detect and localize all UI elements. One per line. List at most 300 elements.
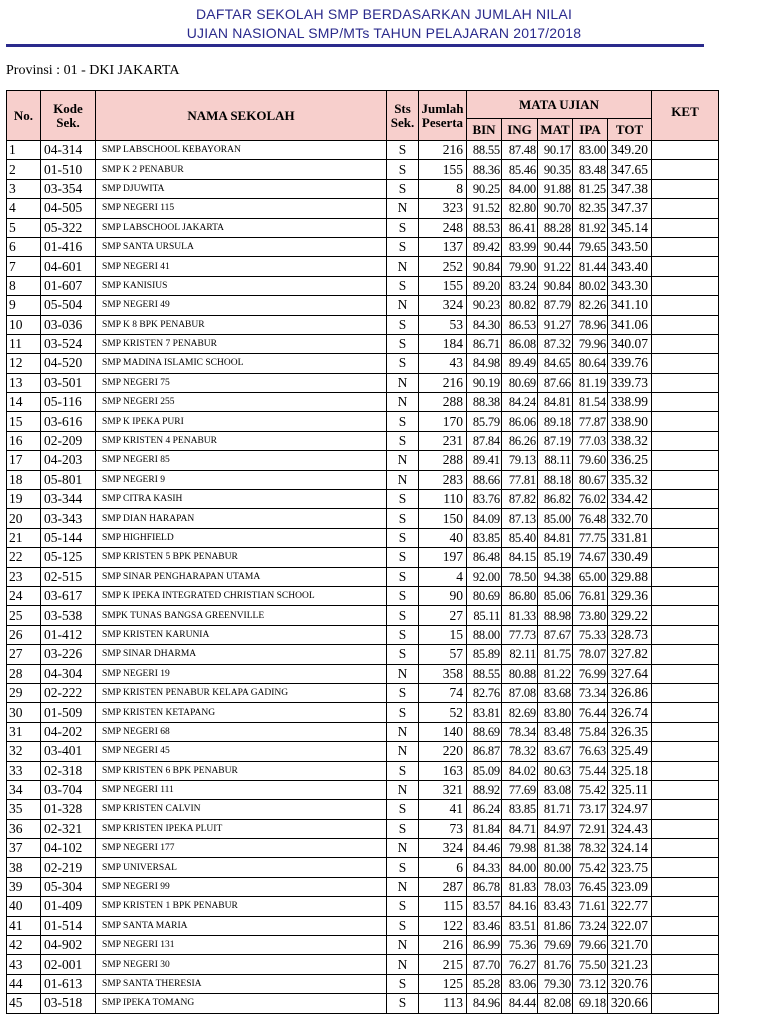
row-number: 13 [7, 373, 41, 392]
score-bin: 83.57 [467, 897, 502, 916]
score-ipa: 73.24 [573, 916, 608, 935]
ket-cell [652, 179, 719, 198]
score-ipa: 77.75 [573, 528, 608, 547]
score-ipa: 75.42 [573, 780, 608, 799]
row-number: 14 [7, 393, 41, 412]
school-name: SMP KRISTEN 5 BPK PENABUR [96, 548, 387, 567]
school-code: 02-219 [41, 858, 96, 877]
score-ing: 80.82 [502, 296, 538, 315]
score-mat: 81.71 [538, 800, 573, 819]
school-name: SMP DIAN HARAPAN [96, 509, 387, 528]
participant-count: 323 [419, 199, 467, 218]
score-ing: 85.40 [502, 528, 538, 547]
score-total: 320.66 [608, 994, 652, 1013]
score-total: 349.20 [608, 141, 652, 160]
row-number: 8 [7, 276, 41, 295]
score-ing: 80.69 [502, 373, 538, 392]
school-code: 04-304 [41, 664, 96, 683]
table-row [7, 877, 719, 896]
table-row [7, 703, 719, 722]
table-row [7, 916, 719, 935]
score-bin: 86.48 [467, 548, 502, 567]
table-row [7, 936, 719, 955]
table-row [7, 431, 719, 450]
row-number: 35 [7, 800, 41, 819]
score-total: 329.88 [608, 567, 652, 586]
row-number: 9 [7, 296, 41, 315]
school-status: S [387, 548, 419, 567]
ket-cell [652, 528, 719, 547]
school-name: SMP KRISTEN 7 PENABUR [96, 334, 387, 353]
ket-cell [652, 276, 719, 295]
score-total: 320.76 [608, 974, 652, 993]
score-bin: 90.84 [467, 257, 502, 276]
ket-cell [652, 916, 719, 935]
row-number: 3 [7, 179, 41, 198]
ket-cell [652, 257, 719, 276]
school-code: 04-601 [41, 257, 96, 276]
participant-count: 155 [419, 276, 467, 295]
school-code: 01-328 [41, 800, 96, 819]
table-row [7, 509, 719, 528]
score-total: 339.73 [608, 373, 652, 392]
row-number: 43 [7, 955, 41, 974]
ket-cell [652, 664, 719, 683]
ket-cell [652, 315, 719, 334]
score-ipa: 79.96 [573, 334, 608, 353]
score-ing: 86.06 [502, 412, 538, 431]
school-name: SMP KANISIUS [96, 276, 387, 295]
header-ipa: IPA [573, 119, 608, 141]
ket-cell [652, 509, 719, 528]
participant-count: 41 [419, 800, 467, 819]
school-code: 03-617 [41, 586, 96, 605]
score-ipa: 73.12 [573, 974, 608, 993]
school-name: SMP KRISTEN KETAPANG [96, 703, 387, 722]
score-ipa: 78.96 [573, 315, 608, 334]
score-total: 326.86 [608, 683, 652, 702]
school-code: 01-607 [41, 276, 96, 295]
score-ing: 78.32 [502, 742, 538, 761]
row-number: 5 [7, 218, 41, 237]
row-number: 26 [7, 625, 41, 644]
score-ing: 86.80 [502, 586, 538, 605]
school-status: S [387, 509, 419, 528]
score-bin: 86.99 [467, 936, 502, 955]
participant-count: 324 [419, 839, 467, 858]
score-mat: 80.00 [538, 858, 573, 877]
score-ipa: 69.18 [573, 994, 608, 1013]
participant-count: 248 [419, 218, 467, 237]
school-code: 01-613 [41, 974, 96, 993]
row-number: 24 [7, 586, 41, 605]
school-code: 03-524 [41, 334, 96, 353]
school-name: SMP NEGERI 30 [96, 955, 387, 974]
school-status: S [387, 974, 419, 993]
score-ing: 84.00 [502, 858, 538, 877]
school-code: 03-226 [41, 645, 96, 664]
score-total: 331.81 [608, 528, 652, 547]
school-name: SMP KRISTEN KARUNIA [96, 625, 387, 644]
score-bin: 84.30 [467, 315, 502, 334]
table-row [7, 955, 719, 974]
score-bin: 84.09 [467, 509, 502, 528]
score-ipa: 80.67 [573, 470, 608, 489]
row-number: 30 [7, 703, 41, 722]
school-code: 04-202 [41, 722, 96, 741]
score-ipa: 76.63 [573, 742, 608, 761]
school-name: SMP KRISTEN IPEKA PLUIT [96, 819, 387, 838]
score-bin: 86.71 [467, 334, 502, 353]
ket-cell [652, 761, 719, 780]
score-ipa: 78.07 [573, 645, 608, 664]
score-total: 321.23 [608, 955, 652, 974]
ket-cell [652, 800, 719, 819]
school-name: SMP KRISTEN 4 PENABUR [96, 431, 387, 450]
score-ing: 81.33 [502, 606, 538, 625]
score-ing: 86.26 [502, 431, 538, 450]
school-name: SMP KRISTEN CALVIN [96, 800, 387, 819]
school-code: 01-416 [41, 237, 96, 256]
row-number: 25 [7, 606, 41, 625]
participant-count: 321 [419, 780, 467, 799]
school-name: SMP K IPEKA PURI [96, 412, 387, 431]
school-name: SMP NEGERI 177 [96, 839, 387, 858]
table-row [7, 160, 719, 179]
participant-count: 216 [419, 936, 467, 955]
ket-cell [652, 625, 719, 644]
score-mat: 81.75 [538, 645, 573, 664]
ket-cell [652, 237, 719, 256]
school-code: 05-116 [41, 393, 96, 412]
header-status: Sts Sek. [387, 91, 419, 141]
score-total: 343.50 [608, 237, 652, 256]
score-bin: 83.76 [467, 490, 502, 509]
score-bin: 92.00 [467, 567, 502, 586]
school-code: 04-505 [41, 199, 96, 218]
row-number: 42 [7, 936, 41, 955]
score-total: 330.49 [608, 548, 652, 567]
school-name: SMP NEGERI 41 [96, 257, 387, 276]
score-ipa: 74.67 [573, 548, 608, 567]
score-ipa: 76.45 [573, 877, 608, 896]
header-no: No. [7, 91, 41, 141]
participant-count: 40 [419, 528, 467, 547]
school-name: SMP LABSCHOOL JAKARTA [96, 218, 387, 237]
ket-cell [652, 373, 719, 392]
school-code: 02-321 [41, 819, 96, 838]
row-number: 4 [7, 199, 41, 218]
score-ipa: 76.44 [573, 703, 608, 722]
table-row [7, 276, 719, 295]
participant-count: 122 [419, 916, 467, 935]
participant-count: 73 [419, 819, 467, 838]
school-name: SMP UNIVERSAL [96, 858, 387, 877]
score-ing: 86.53 [502, 315, 538, 334]
score-mat: 91.22 [538, 257, 573, 276]
score-ipa: 77.03 [573, 431, 608, 450]
school-name: SMP NEGERI 45 [96, 742, 387, 761]
score-bin: 81.84 [467, 819, 502, 838]
score-mat: 83.43 [538, 897, 573, 916]
school-name: SMP LABSCHOOL KEBAYORAN [96, 141, 387, 160]
school-status: N [387, 664, 419, 683]
participant-count: 90 [419, 586, 467, 605]
score-bin: 84.96 [467, 994, 502, 1013]
row-number: 6 [7, 237, 41, 256]
ket-cell [652, 393, 719, 412]
school-status: S [387, 412, 419, 431]
participant-count: 283 [419, 470, 467, 489]
score-total: 322.77 [608, 897, 652, 916]
score-ipa: 82.26 [573, 296, 608, 315]
score-ing: 87.48 [502, 141, 538, 160]
school-status: N [387, 780, 419, 799]
title-divider [6, 44, 704, 47]
score-bin: 88.00 [467, 625, 502, 644]
table-row [7, 586, 719, 605]
score-mat: 83.08 [538, 780, 573, 799]
score-ipa: 72.91 [573, 819, 608, 838]
score-total: 328.73 [608, 625, 652, 644]
school-code: 04-520 [41, 354, 96, 373]
school-code: 03-538 [41, 606, 96, 625]
table-row [7, 354, 719, 373]
row-number: 2 [7, 160, 41, 179]
ket-cell [652, 819, 719, 838]
score-ing: 77.81 [502, 470, 538, 489]
ket-cell [652, 470, 719, 489]
score-ing: 84.15 [502, 548, 538, 567]
school-code: 03-036 [41, 315, 96, 334]
ket-cell [652, 955, 719, 974]
row-number: 27 [7, 645, 41, 664]
score-bin: 84.98 [467, 354, 502, 373]
province-label: Provinsi : 01 - DKI JAKARTA [6, 63, 180, 78]
school-status: N [387, 296, 419, 315]
table-row [7, 819, 719, 838]
header-ket: KET [652, 91, 719, 141]
score-mat: 84.97 [538, 819, 573, 838]
ket-cell [652, 199, 719, 218]
score-mat: 84.65 [538, 354, 573, 373]
school-code: 02-318 [41, 761, 96, 780]
score-mat: 87.67 [538, 625, 573, 644]
score-ipa: 78.32 [573, 839, 608, 858]
score-ipa: 80.64 [573, 354, 608, 373]
school-name: SMP NEGERI 255 [96, 393, 387, 412]
school-status: S [387, 703, 419, 722]
school-status: S [387, 897, 419, 916]
row-number: 33 [7, 761, 41, 780]
participant-count: 125 [419, 974, 467, 993]
score-ing: 79.98 [502, 839, 538, 858]
ket-cell [652, 412, 719, 431]
row-number: 32 [7, 742, 41, 761]
school-code: 03-704 [41, 780, 96, 799]
score-ing: 77.69 [502, 780, 538, 799]
score-mat: 94.38 [538, 567, 573, 586]
participant-count: 53 [419, 315, 467, 334]
school-name: SMP NEGERI 131 [96, 936, 387, 955]
ket-cell [652, 742, 719, 761]
school-status: S [387, 683, 419, 702]
participant-count: 110 [419, 490, 467, 509]
school-status: N [387, 470, 419, 489]
header-ing: ING [502, 119, 538, 141]
participant-count: 15 [419, 625, 467, 644]
score-ipa: 80.02 [573, 276, 608, 295]
school-status: N [387, 199, 419, 218]
score-total: 327.82 [608, 645, 652, 664]
school-code: 05-304 [41, 877, 96, 896]
score-ipa: 76.48 [573, 509, 608, 528]
school-code: 03-344 [41, 490, 96, 509]
school-status: S [387, 586, 419, 605]
ket-cell [652, 354, 719, 373]
row-number: 15 [7, 412, 41, 431]
score-total: 323.75 [608, 858, 652, 877]
row-number: 29 [7, 683, 41, 702]
score-total: 343.30 [608, 276, 652, 295]
table-row [7, 257, 719, 276]
score-total: 329.22 [608, 606, 652, 625]
school-status: S [387, 141, 419, 160]
score-mat: 90.44 [538, 237, 573, 256]
score-ipa: 75.42 [573, 858, 608, 877]
score-ipa: 75.50 [573, 955, 608, 974]
score-ing: 75.36 [502, 936, 538, 955]
table-row [7, 218, 719, 237]
header-tot: TOT [608, 119, 652, 141]
score-ipa: 75.84 [573, 722, 608, 741]
ket-cell [652, 780, 719, 799]
header-mata-ujian: MATA UJIAN [467, 91, 652, 119]
school-status: S [387, 528, 419, 547]
score-total: 341.06 [608, 315, 652, 334]
table-row [7, 451, 719, 470]
header-mat: MAT [538, 119, 573, 141]
score-bin: 85.79 [467, 412, 502, 431]
participant-count: 43 [419, 354, 467, 373]
school-name: SMP NEGERI 115 [96, 199, 387, 218]
score-bin: 83.81 [467, 703, 502, 722]
score-ing: 84.24 [502, 393, 538, 412]
school-status: N [387, 257, 419, 276]
participant-count: 170 [419, 412, 467, 431]
school-status: S [387, 431, 419, 450]
school-code: 05-322 [41, 218, 96, 237]
school-name: SMP NEGERI 99 [96, 877, 387, 896]
score-ing: 82.69 [502, 703, 538, 722]
school-code: 03-354 [41, 179, 96, 198]
participant-count: 184 [419, 334, 467, 353]
table-row [7, 683, 719, 702]
table-row [7, 528, 719, 547]
score-total: 338.90 [608, 412, 652, 431]
score-total: 326.74 [608, 703, 652, 722]
table-row [7, 606, 719, 625]
ket-cell [652, 567, 719, 586]
score-bin: 85.11 [467, 606, 502, 625]
score-ing: 87.13 [502, 509, 538, 528]
school-status: S [387, 645, 419, 664]
school-status: S [387, 354, 419, 373]
score-bin: 82.76 [467, 683, 502, 702]
score-ipa: 83.00 [573, 141, 608, 160]
score-mat: 86.82 [538, 490, 573, 509]
score-bin: 88.38 [467, 393, 502, 412]
score-bin: 91.52 [467, 199, 502, 218]
ket-cell [652, 431, 719, 450]
score-ing: 81.83 [502, 877, 538, 896]
score-ipa: 81.44 [573, 257, 608, 276]
score-ipa: 81.25 [573, 179, 608, 198]
school-status: N [387, 877, 419, 896]
school-code: 01-412 [41, 625, 96, 644]
school-name: SMP NEGERI 9 [96, 470, 387, 489]
score-mat: 84.81 [538, 393, 573, 412]
score-mat: 91.88 [538, 179, 573, 198]
participant-count: 220 [419, 742, 467, 761]
school-status: S [387, 567, 419, 586]
score-total: 347.38 [608, 179, 652, 198]
table-row [7, 490, 719, 509]
score-ing: 82.80 [502, 199, 538, 218]
score-mat: 82.08 [538, 994, 573, 1013]
row-number: 16 [7, 431, 41, 450]
school-code: 04-102 [41, 839, 96, 858]
participant-count: 252 [419, 257, 467, 276]
score-total: 324.43 [608, 819, 652, 838]
score-ing: 83.24 [502, 276, 538, 295]
score-total: 322.07 [608, 916, 652, 935]
school-name: SMP HIGHFIELD [96, 528, 387, 547]
participant-count: 74 [419, 683, 467, 702]
school-name: SMP NEGERI 68 [96, 722, 387, 741]
score-ing: 89.49 [502, 354, 538, 373]
ket-cell [652, 897, 719, 916]
score-ing: 86.41 [502, 218, 538, 237]
score-bin: 84.33 [467, 858, 502, 877]
school-code: 05-144 [41, 528, 96, 547]
participant-count: 231 [419, 431, 467, 450]
row-number: 40 [7, 897, 41, 916]
row-number: 37 [7, 839, 41, 858]
school-code: 04-902 [41, 936, 96, 955]
score-mat: 90.70 [538, 199, 573, 218]
school-status: S [387, 916, 419, 935]
score-total: 323.09 [608, 877, 652, 896]
score-mat: 84.81 [538, 528, 573, 547]
row-number: 41 [7, 916, 41, 935]
participant-count: 215 [419, 955, 467, 974]
school-name: SMP SINAR DHARMA [96, 645, 387, 664]
header-nama-sekolah: NAMA SEKOLAH [96, 91, 387, 141]
participant-count: 155 [419, 160, 467, 179]
school-status: N [387, 936, 419, 955]
score-ipa: 65.00 [573, 567, 608, 586]
score-bin: 85.28 [467, 974, 502, 993]
score-total: 326.35 [608, 722, 652, 741]
school-name: SMP K IPEKA INTEGRATED CHRISTIAN SCHOOL [96, 586, 387, 605]
score-bin: 88.92 [467, 780, 502, 799]
table-row [7, 722, 719, 741]
score-total: 340.07 [608, 334, 652, 353]
score-ipa: 71.61 [573, 897, 608, 916]
table-row [7, 742, 719, 761]
score-mat: 79.30 [538, 974, 573, 993]
